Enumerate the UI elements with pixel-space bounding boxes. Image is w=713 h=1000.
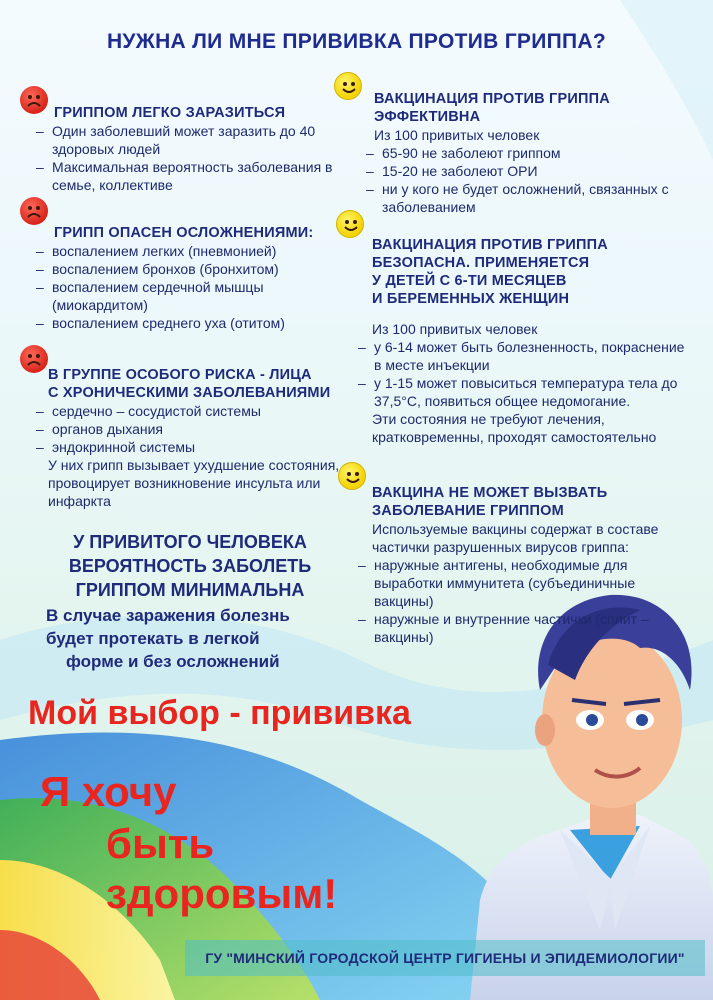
section-intro: Из 100 привитых человек	[372, 321, 538, 337]
list-item: – органов дыхания	[34, 420, 344, 438]
risk-group-section	[34, 366, 344, 510]
list-item: – сердечно – сосудистой системы	[34, 402, 344, 420]
slogan-line: У ПРИВИТОГО ЧЕЛОВЕКА	[73, 532, 307, 552]
section-note: У них грипп вызывает ухудшение состояния, провоцирует возникновение инсульта или инфаркта	[48, 457, 340, 509]
section-note: Эти состояния не требуют лечения, кратковременны, проходят самостоятельно	[372, 411, 657, 445]
slogan-line: В случае заражения болезнь	[46, 606, 290, 625]
section-heading: ВАКЦИНАЦИЯ ПРОТИВ ГРИППА	[374, 91, 610, 107]
slogan-line: будет протекать в легкой	[46, 629, 260, 648]
vaccine-safe-section	[356, 236, 686, 446]
section-heading: ЭФФЕКТИВНА	[374, 109, 481, 125]
sad-face-icon	[20, 197, 48, 225]
wish-line-1: Я хочу	[40, 768, 177, 815]
easy-infection-section	[34, 104, 334, 194]
section-heading: ВАКЦИНАЦИЯ ПРОТИВ ГРИППА	[372, 237, 608, 253]
list-item: – 15-20 не заболеют ОРИ	[364, 162, 686, 180]
list-item: – Один заболевший может заразить до 40 здоровых людей	[34, 122, 334, 158]
list-item: – Максимальная вероятность заболевания в семье, коллективе	[34, 158, 334, 194]
list-item: – воспалением сердечной мышцы (миокардитом)	[34, 278, 334, 314]
slogan-line: форме и без осложнений	[66, 652, 280, 671]
section-heading: В ГРУППЕ ОСОБОГО РИСКА - ЛИЦА	[48, 367, 312, 383]
section-heading: ГРИПП ОПАСЕН ОСЛОЖНЕНИЯМИ:	[54, 225, 314, 241]
section-intro: Из 100 привитых человек	[374, 127, 540, 143]
slogan-line: ВЕРОЯТНОСТЬ ЗАБОЛЕТЬ	[68, 556, 312, 576]
list-item: – воспалением легких (пневмонией)	[34, 242, 334, 260]
complications-section	[34, 224, 334, 332]
section-heading: БЕЗОПАСНА. ПРИМЕНЯЕТСЯ	[372, 255, 590, 271]
footer-organization: ГУ "МИНСКИЙ ГОРОДСКОЙ ЦЕНТР ГИГИЕНЫ И ЭПИДЕМИОЛОГИИ"	[185, 940, 705, 976]
section-heading: ГРИППОМ ЛЕГКО ЗАРАЗИТЬСЯ	[54, 105, 286, 121]
slogan-main	[40, 530, 340, 602]
page-title: НУЖНА ЛИ МНЕ ПРИВИВКА ПРОТИВ ГРИППА?	[106, 30, 607, 53]
slogan-line: ГРИППОМ МИНИМАЛЬНА	[75, 580, 305, 600]
slogan-sub	[40, 604, 346, 673]
section-intro: Используемые вакцины содержат в составе частички разрушенных вирусов гриппа:	[372, 521, 659, 555]
list-item: – 65-90 не заболеют гриппом	[364, 144, 686, 162]
vaccine-effective-section	[356, 90, 686, 216]
section-heading: У ДЕТЕЙ С 6-ТИ МЕСЯЦЕВ	[372, 273, 567, 289]
section-heading: ВАКЦИНА НЕ МОЖЕТ ВЫЗВАТЬ	[372, 485, 608, 501]
list-item: – воспалением бронхов (бронхитом)	[34, 260, 334, 278]
list-item: – наружные антигены, необходимые для выработки иммунитета (субъединичные вакцины)	[356, 556, 686, 610]
list-item: – у 1-15 может повыситься температура тела до 37,5°С, появиться общее недомогание.	[356, 374, 686, 410]
list-item: – наружные и внутренние частички (сплит – вакцины)	[356, 610, 686, 646]
section-heading: И БЕРЕМЕННЫХ ЖЕНЩИН	[372, 291, 570, 307]
list-item: – воспалением среднего уха (отитом)	[34, 314, 334, 332]
section-heading: С ХРОНИЧЕСКИМИ ЗАБОЛЕВАНИЯМИ	[48, 385, 331, 401]
wish-line-2: быть	[106, 820, 215, 867]
wish-line-3: здоровым!	[106, 870, 338, 917]
section-heading: ЗАБОЛЕВАНИЕ ГРИППОМ	[372, 503, 564, 519]
list-item: – эндокринной системы	[34, 438, 344, 456]
vaccine-cannot-cause-section	[356, 484, 686, 646]
list-item: – у 6-14 может быть болезненность, покраснение в месте инъекции	[356, 338, 686, 374]
list-item: – ни у кого не будет осложнений, связанных с заболеванием	[364, 180, 686, 216]
happy-face-icon	[336, 210, 364, 238]
my-choice-text: Мой выбор - прививка	[28, 694, 411, 732]
